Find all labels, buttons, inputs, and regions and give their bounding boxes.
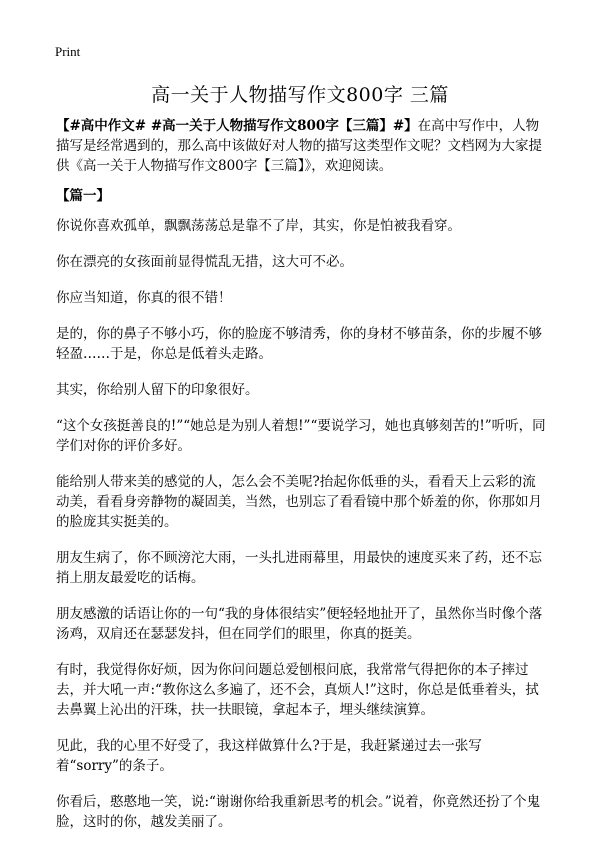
paragraph: 你应当知道，你真的很不错！ bbox=[56, 290, 232, 306]
section-heading: 【篇一】 bbox=[56, 188, 110, 204]
paragraph: 是的，你的鼻子不够小巧，你的脸庞不够清秀，你的身材不够苗条，你的步履不够轻盈……于是，你总是低着头走路。 bbox=[56, 326, 542, 362]
paragraph: 朋友感激的话语让你的一句“我的身体很结实”便轻轻地扯开了，虽然你当时像个落汤鸡，双肩还在瑟瑟发抖，但在同学们的眼里，你真的挺美。 bbox=[56, 606, 543, 642]
intro-paragraph bbox=[56, 116, 546, 176]
article-body bbox=[56, 116, 546, 848]
paragraph: 你在漂亮的女孩面前显得慌乱无措，这大可不必。 bbox=[56, 254, 353, 270]
paragraph: 你看后，憨憨地一笑，说:“谢谢你给我重新思考的机会。”说着，你竟然还扮了个鬼脸，这时的你，越发美丽了。 bbox=[56, 794, 541, 830]
paragraph: 朋友生病了，你不顾滂沱大雨，一头扎进雨幕里，用最快的速度买来了药，还不忘捎上朋友最爱吃的话梅。 bbox=[56, 550, 542, 586]
paragraph: 其实，你给别人留下的印象很好。 bbox=[56, 382, 259, 398]
paragraph: “这个女孩挺善良的!”“她总是为别人着想!”“要说学习，她也真够刻苦的!”听听，同学们对你的评价多好。 bbox=[56, 418, 546, 454]
paragraph: 有时，我觉得你好烦，因为你问问题总爱刨根问底，我常常气得把你的本子摔过去，并大吼一声:“教你这么多遍了，还不会，真烦人!”这时，你总是低垂着头，拭去鼻翼上沁出的汗珠，扶一扶眼镜，拿起本子，埋头继续演算。 bbox=[56, 662, 539, 718]
print-link[interactable]: Print bbox=[55, 44, 81, 59]
paragraph: 能给别人带来美的感觉的人，怎么会不美呢?抬起你低垂的头，看看天上云彩的流动美，看看身旁静物的凝固美，当然，也别忘了看看镜中那个娇羞的你，你那如月的脸庞其实挺美的。 bbox=[56, 474, 542, 530]
page-title: 高一关于人物描写作文800字 三篇 bbox=[151, 84, 449, 106]
intro-tag: 【#高中作文# #高一关于人物描写作文800字【三篇】#】 bbox=[56, 118, 418, 134]
paragraph: 见此，我的心里不好受了，我这样做算什么?于是，我赶紧递过去一张写着“sorry”的条子。 bbox=[56, 738, 482, 774]
intro-text: 在高中写作中，人物描写是经常遇到的，那么高中该做好对人物的描写这类型作文呢？文档网为大家提供《高一关于人物描写作文800字【三篇】》，欢迎阅读。 bbox=[56, 118, 542, 174]
paragraph: 你说你喜欢孤单，飘飘荡荡总是靠不了岸，其实，你是怕被我看穿。 bbox=[56, 218, 461, 234]
